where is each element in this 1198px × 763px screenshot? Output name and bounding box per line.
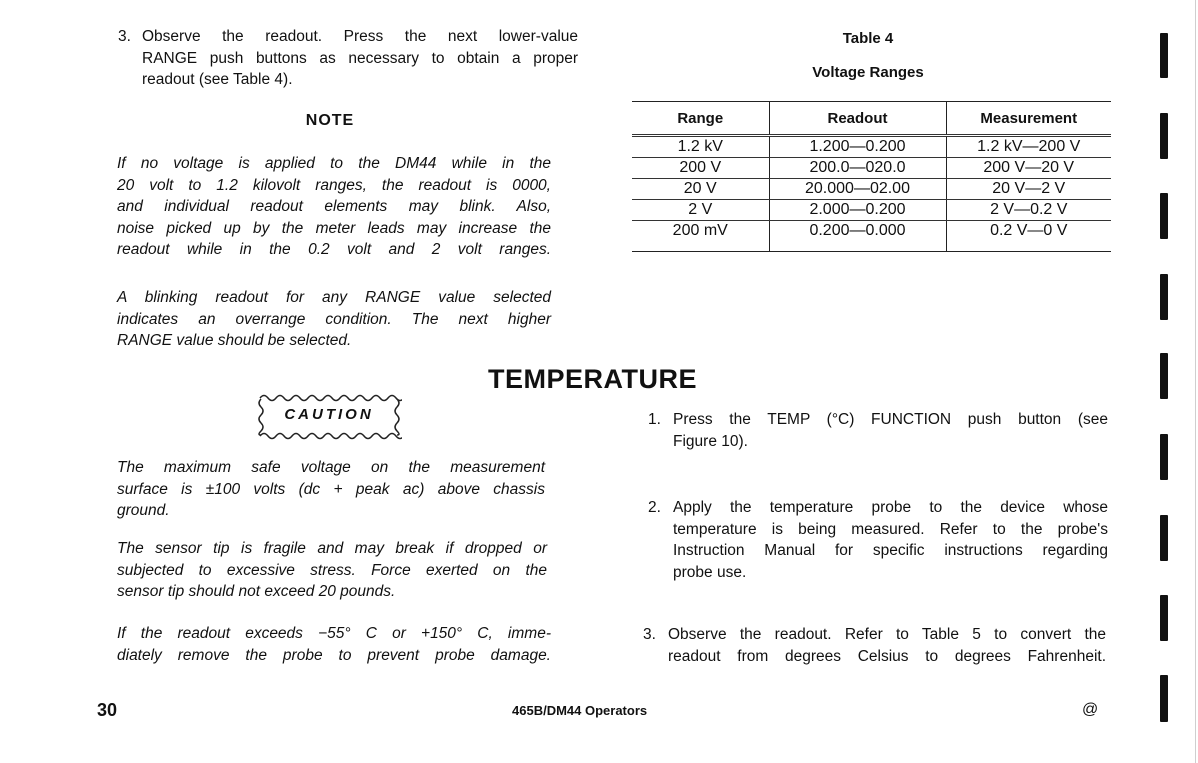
sensor-line: subjected to excessive stress. Force exerted on the [117, 561, 547, 579]
table-cell: 1.2 kV—200 V [946, 136, 1111, 158]
edge-mark [1160, 515, 1168, 561]
overrange-line: indicates an overrange condition. The next higher [117, 310, 551, 328]
table-cell: 2.000—0.200 [769, 200, 946, 221]
note-line: If no voltage is applied to the DM44 while in the [117, 155, 551, 172]
step-number: 3. [643, 626, 656, 643]
column-header: Measurement [946, 102, 1111, 136]
note-title: NOTE [305, 112, 355, 129]
table-cell: 200 V—20 V [946, 158, 1111, 179]
step-line: readout (see Table 4). [142, 71, 293, 88]
edge-mark [1160, 353, 1168, 399]
table-row [632, 136, 1111, 158]
column-header: Range [632, 102, 769, 136]
max-voltage-line: surface is ±100 volts (dc + peak ac) above chassis [117, 480, 545, 498]
table-cell: 2 V [632, 200, 769, 221]
note-line: 20 volt to 1.2 kilovolt ranges, the readout is 0000, [117, 176, 551, 194]
step-line: Press the TEMP (°C) FUNCTION push button (see [673, 411, 1108, 428]
edge-mark [1160, 193, 1168, 239]
table-cell: 0.200—0.000 [769, 221, 946, 252]
edge-mark [1160, 274, 1168, 320]
table-cell: 1.200—0.200 [769, 136, 946, 158]
step-line: RANGE push buttons as necessary to obtain a proper [142, 49, 578, 67]
caution-label: CAUTION [284, 406, 374, 423]
step-number: 3. [118, 28, 131, 45]
step-number: 1. [648, 411, 661, 428]
edge-mark [1160, 33, 1168, 78]
overrange-line: A blinking readout for any RANGE value selected [117, 289, 551, 306]
max-voltage-line: The maximum safe voltage on the measurement [117, 459, 545, 476]
table-row [632, 179, 1111, 200]
note-line: readout while in the 0.2 volt and 2 volt ranges. [117, 241, 551, 258]
table-row [632, 200, 1111, 221]
temperature-heading: TEMPERATURE [488, 364, 698, 394]
note-line: and individual readout elements may blink. Also, [117, 198, 551, 215]
page-edge-line [1195, 0, 1196, 763]
footer-symbol: @ [1082, 701, 1099, 718]
table-cell: 20.000—02.00 [769, 179, 946, 200]
step-line: readout from degrees Celsius to degrees Fahrenheit. [668, 647, 1106, 665]
step-line: Observe the readout. Refer to Table 5 to convert the [668, 626, 1106, 643]
overrange-line: RANGE value should be selected. [117, 332, 352, 349]
footer-title: 465B/DM44 Operators [512, 703, 648, 718]
table-cell: 20 V—2 V [946, 179, 1111, 200]
step-line: Observe the readout. Press the next lower-value [142, 28, 578, 45]
temperature-limit-line: If the readout exceeds −55° C or +150° C, imme- [117, 625, 551, 642]
table-header-row [632, 102, 1111, 136]
edge-mark [1160, 675, 1168, 722]
table-cell: 20 V [632, 179, 769, 200]
page-number: 30 [97, 700, 118, 720]
step-line: Instruction Manual for specific instructions regarding [673, 542, 1108, 559]
temperature-limit-line: diately remove the probe to prevent probe damage. [117, 646, 551, 664]
step-line: Figure 10). [673, 432, 748, 450]
overrange-paragraph [117, 287, 551, 352]
column-header: Readout [769, 102, 946, 136]
table-cell: 0.2 V—0 V [946, 221, 1111, 252]
table-cell: 200.0—020.0 [769, 158, 946, 179]
edge-mark [1160, 434, 1168, 480]
table-cell: 1.2 kV [632, 136, 769, 158]
temperature-limit-paragraph [117, 623, 551, 666]
table-title: Table 4 [842, 30, 894, 47]
table-cell: 200 V [632, 158, 769, 179]
edge-mark [1160, 113, 1168, 159]
table-row [632, 158, 1111, 179]
edge-mark [1160, 595, 1168, 641]
table-cell: 2 V—0.2 V [946, 200, 1111, 221]
step-number: 2. [648, 499, 661, 516]
table-cell: 200 mV [672, 222, 728, 239]
sensor-line: sensor tip should not exceed 20 pounds. [117, 583, 396, 600]
table-subtitle: Voltage Ranges [812, 64, 924, 81]
sensor-tip-paragraph [117, 538, 547, 603]
sensor-line: The sensor tip is fragile and may break if dropped or [117, 540, 547, 557]
note-paragraph [117, 153, 551, 261]
step-line: temperature is being measured. Refer to the probe's [673, 520, 1108, 538]
step-line: probe use. [673, 563, 747, 581]
note-line: noise picked up by the meter leads may increase the [117, 219, 551, 237]
caution-box [256, 391, 402, 443]
step-line: Apply the temperature probe to the device whose [673, 499, 1108, 516]
max-voltage-line: ground. [117, 502, 170, 519]
table-row [632, 221, 1111, 252]
voltage-ranges-table [632, 101, 1111, 252]
max-voltage-paragraph [117, 457, 545, 522]
